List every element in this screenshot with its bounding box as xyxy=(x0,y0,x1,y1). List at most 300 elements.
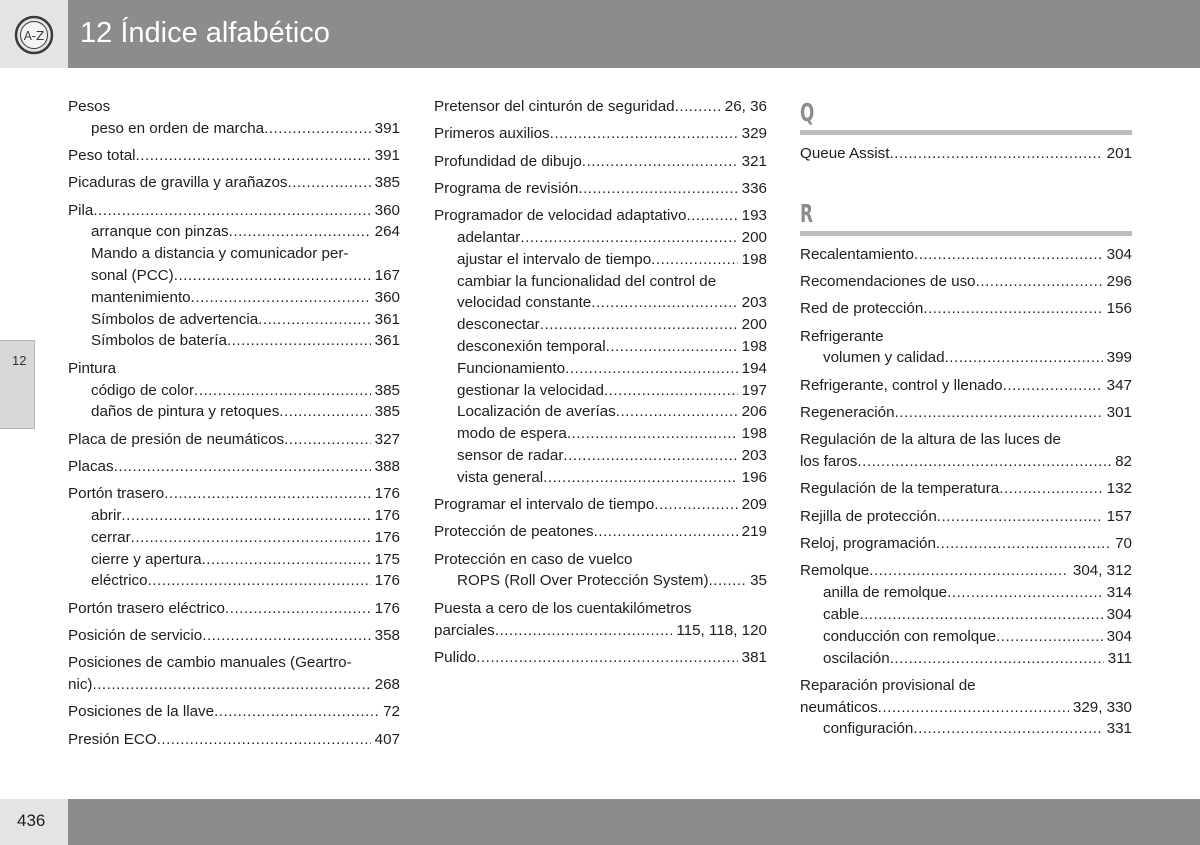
dot-leader xyxy=(202,625,370,647)
index-term: vista general xyxy=(457,468,544,486)
index-subentry[interactable] xyxy=(800,648,1132,670)
index-subentry[interactable] xyxy=(800,718,1132,740)
page-reference[interactable]: 167 xyxy=(374,267,400,285)
index-entry xyxy=(68,172,400,194)
page-reference[interactable]: 327 xyxy=(374,430,400,448)
index-term: Profundidad de dibujo xyxy=(434,152,582,170)
dot-leader xyxy=(157,729,371,751)
index-term: Queue Assist xyxy=(800,145,890,162)
dot-leader xyxy=(686,205,737,227)
page-reference[interactable]: 361 xyxy=(374,310,400,328)
page-reference[interactable]: 321 xyxy=(741,152,767,170)
page-reference[interactable]: 336 xyxy=(741,179,767,197)
page-reference[interactable]: 304 xyxy=(1106,605,1132,623)
dot-leader xyxy=(937,506,1103,528)
page-reference[interactable]: 203 xyxy=(741,446,767,464)
index-term: modo de espera xyxy=(457,425,567,443)
index-term: cerrar xyxy=(91,528,131,546)
dot-leader xyxy=(543,467,738,489)
index-term: Picaduras de gravilla y arañazos xyxy=(68,174,288,192)
index-term: Regeneración xyxy=(800,404,895,422)
index-term-line[interactable] xyxy=(68,456,400,478)
index-term: configuración xyxy=(823,720,914,738)
index-term: ajustar el intervalo de tiempo xyxy=(457,250,652,268)
index-term: Placas xyxy=(68,457,114,475)
dot-leader xyxy=(174,265,371,287)
index-term: Protección de peatones xyxy=(434,523,594,541)
index-entry xyxy=(800,271,1132,293)
page-reference[interactable]: 209 xyxy=(741,496,767,514)
index-subentry[interactable] xyxy=(800,626,1132,648)
page-reference[interactable]: 391 xyxy=(374,119,400,137)
index-term: Programa de revisión xyxy=(434,179,579,197)
dot-leader xyxy=(709,570,747,592)
dot-leader xyxy=(857,451,1111,473)
page-reference[interactable]: 311 xyxy=(1107,649,1132,667)
dot-leader xyxy=(550,123,738,145)
index-term: eléctrico xyxy=(91,572,148,590)
page-reference[interactable]: 203 xyxy=(741,294,767,312)
index-term-line[interactable] xyxy=(800,271,1132,293)
index-entry xyxy=(800,244,1132,266)
dot-leader xyxy=(148,570,371,592)
index-entry xyxy=(68,729,400,751)
index-entry xyxy=(68,598,400,620)
index-term-line[interactable] xyxy=(68,701,400,723)
dot-leader xyxy=(859,604,1102,626)
index-term: parciales xyxy=(434,621,495,639)
index-term: Pulido xyxy=(434,648,477,666)
index-subentry[interactable] xyxy=(68,118,400,140)
index-term: Símbolos de batería xyxy=(91,332,227,350)
dot-leader xyxy=(945,347,1103,369)
page-reference[interactable]: 385 xyxy=(374,381,400,399)
section-entries xyxy=(800,244,1132,740)
letter-section xyxy=(800,96,1132,165)
dot-leader xyxy=(604,380,738,402)
page-reference[interactable]: 196 xyxy=(741,468,767,486)
page-reference[interactable]: 304 xyxy=(1106,627,1132,645)
index-entry xyxy=(800,506,1132,528)
index-subentry[interactable] xyxy=(68,570,400,592)
index-term: Programar el intervalo de tiempo xyxy=(434,496,655,514)
index-entry xyxy=(434,151,767,173)
index-subentry[interactable] xyxy=(434,467,767,489)
page-reference[interactable]: 381 xyxy=(741,648,767,666)
index-term: sonal (PCC) xyxy=(91,267,174,285)
page-reference[interactable]: 200 xyxy=(741,228,767,246)
index-entry xyxy=(434,123,767,145)
index-subentry[interactable] xyxy=(434,292,767,314)
index-term: Mando a distancia y comunicador per- xyxy=(91,245,349,263)
index-term-line[interactable] xyxy=(434,178,767,200)
page-reference[interactable]: 329 xyxy=(741,125,767,143)
index-subentry[interactable] xyxy=(68,330,400,352)
index-term-line xyxy=(800,429,1132,451)
index-term-line[interactable] xyxy=(800,560,1132,582)
dot-leader xyxy=(229,221,371,243)
index-subentry[interactable] xyxy=(800,347,1132,369)
index-entry xyxy=(434,178,767,200)
index-term: Recomendaciones de uso xyxy=(800,273,976,291)
index-term: Rejilla de protección xyxy=(800,507,937,525)
page-reference[interactable]: 388 xyxy=(374,457,400,475)
index-entry xyxy=(68,96,400,140)
dot-leader xyxy=(131,527,371,549)
index-term-line xyxy=(68,652,400,674)
page-reference[interactable]: 200 xyxy=(741,316,767,334)
index-subentry[interactable] xyxy=(68,401,400,423)
index-entry xyxy=(68,358,400,423)
dot-leader xyxy=(92,674,370,696)
index-term-line[interactable] xyxy=(800,244,1132,266)
index-term-line[interactable] xyxy=(434,494,767,516)
index-subentry[interactable] xyxy=(800,604,1132,626)
index-term: conducción con remolque xyxy=(823,627,997,645)
index-subentry[interactable] xyxy=(68,380,400,402)
index-entry xyxy=(434,494,767,516)
page-reference[interactable]: 157 xyxy=(1106,507,1132,525)
dot-leader xyxy=(996,626,1103,648)
page-reference[interactable]: 198 xyxy=(741,337,767,355)
index-entry xyxy=(800,375,1132,397)
page-reference[interactable]: 304 xyxy=(1106,245,1132,263)
az-icon-box xyxy=(0,0,68,68)
dot-leader xyxy=(878,697,1069,719)
page-reference[interactable]: 175 xyxy=(374,550,400,568)
index-subentry[interactable] xyxy=(68,527,400,549)
index-subentry[interactable] xyxy=(434,380,767,402)
page-reference[interactable]: 198 xyxy=(741,250,767,268)
index-term-line xyxy=(434,549,767,571)
dot-leader xyxy=(923,298,1102,320)
index-term-line[interactable] xyxy=(68,729,400,751)
index-term-line[interactable] xyxy=(68,145,400,167)
page-number-box xyxy=(0,799,68,845)
page-reference[interactable]: 385 xyxy=(374,174,400,192)
index-term: volumen y calidad xyxy=(823,349,945,367)
index-term-line[interactable] xyxy=(800,506,1132,528)
section-letter-heading: Q xyxy=(800,98,815,127)
index-subentry xyxy=(68,243,400,265)
page-reference[interactable]: 176 xyxy=(374,485,400,503)
index-term: ROPS (Roll Over Protección System) xyxy=(457,572,709,590)
page-reference[interactable]: 115, 118, 120 xyxy=(676,621,767,639)
page-reference[interactable]: 193 xyxy=(741,207,767,225)
index-term: sensor de radar xyxy=(457,446,564,464)
page-reference[interactable]: 329, 330 xyxy=(1072,698,1132,716)
page-reference[interactable]: 361 xyxy=(374,332,400,350)
index-term: Localización de averías xyxy=(457,403,616,421)
index-entry xyxy=(68,483,400,592)
page-reference[interactable]: 391 xyxy=(374,147,400,165)
index-term: Posición de servicio xyxy=(68,627,203,645)
index-term: neumáticos xyxy=(800,698,878,716)
index-subentry[interactable] xyxy=(434,358,767,380)
index-term-line[interactable] xyxy=(68,598,400,620)
index-term: velocidad constante xyxy=(457,294,592,312)
page-reference[interactable]: 26, 36 xyxy=(724,98,767,115)
dot-leader xyxy=(890,143,1103,165)
index-entry xyxy=(68,200,400,353)
chapter-tab[interactable] xyxy=(0,340,35,429)
index-term: Reloj, programación xyxy=(800,535,936,553)
page-reference[interactable]: 201 xyxy=(1106,145,1132,162)
index-term-line[interactable] xyxy=(434,205,767,227)
index-term-line[interactable] xyxy=(800,402,1132,424)
index-entry xyxy=(434,521,767,543)
index-subentry[interactable] xyxy=(68,287,400,309)
section-divider xyxy=(800,130,1132,135)
dot-leader xyxy=(136,145,371,167)
index-term: oscilación xyxy=(823,649,890,667)
dot-leader xyxy=(540,314,738,336)
index-term: Portón trasero xyxy=(68,485,165,503)
index-term-line[interactable] xyxy=(800,697,1132,719)
index-term: Reparación provisional de xyxy=(800,676,976,694)
index-entry xyxy=(800,429,1132,473)
index-entry xyxy=(434,96,767,118)
section-letter-heading: R xyxy=(800,198,813,228)
index-term-line[interactable] xyxy=(800,533,1132,555)
index-term: peso en orden de marcha xyxy=(91,119,265,137)
index-subentry[interactable] xyxy=(434,570,767,592)
index-term: gestionar la velocidad xyxy=(457,381,604,399)
index-term: nic) xyxy=(68,676,93,694)
page-reference[interactable]: 197 xyxy=(741,381,767,399)
index-subentry[interactable] xyxy=(434,227,767,249)
page-reference[interactable]: 360 xyxy=(374,201,400,219)
index-term: los faros xyxy=(800,453,858,471)
index-term-line[interactable] xyxy=(68,172,400,194)
page-reference[interactable]: 347 xyxy=(1106,376,1132,394)
index-term: abrir xyxy=(91,507,122,525)
dot-leader xyxy=(202,549,371,571)
index-term-line xyxy=(800,675,1132,697)
index-term: Primeros auxilios xyxy=(434,125,550,143)
index-term-line[interactable] xyxy=(68,200,400,222)
page-reference[interactable]: 385 xyxy=(374,403,400,421)
dot-leader xyxy=(869,560,1069,582)
index-subentry[interactable] xyxy=(434,314,767,336)
dot-leader xyxy=(194,380,371,402)
index-term: daños de pintura y retoques xyxy=(91,403,280,421)
index-subentry xyxy=(434,271,767,293)
dot-leader xyxy=(284,429,371,451)
index-subentry[interactable] xyxy=(68,549,400,571)
dot-leader xyxy=(495,620,673,642)
index-term: cambiar la funcionalidad del control de xyxy=(457,272,717,290)
page-reference[interactable]: 206 xyxy=(741,403,767,421)
index-term-line[interactable] xyxy=(434,123,767,145)
index-subentry[interactable] xyxy=(434,423,767,445)
index-entry xyxy=(68,625,400,647)
dot-leader xyxy=(563,445,737,467)
index-term-line[interactable] xyxy=(434,620,767,642)
index-term-line[interactable] xyxy=(434,96,767,118)
dot-leader xyxy=(654,494,737,516)
page-reference[interactable]: 268 xyxy=(374,676,400,694)
index-term: Red de protección xyxy=(800,300,924,318)
index-subentry[interactable] xyxy=(68,265,400,287)
page-reference[interactable]: 82 xyxy=(1115,453,1132,471)
index-term: Refrigerante, control y llenado xyxy=(800,376,1003,394)
index-entry xyxy=(800,143,1132,165)
dot-leader xyxy=(121,505,370,527)
index-term-line[interactable] xyxy=(68,674,400,696)
index-term: mantenimiento xyxy=(91,288,191,306)
index-term: Peso total xyxy=(68,147,136,165)
index-term: anilla de remolque xyxy=(823,584,948,602)
index-entry xyxy=(434,598,767,642)
index-term: Pila xyxy=(68,201,94,219)
page-reference[interactable]: 156 xyxy=(1106,300,1132,318)
page-number: 436 xyxy=(17,811,46,830)
dot-leader xyxy=(476,647,737,669)
dot-leader xyxy=(947,582,1103,604)
dot-leader xyxy=(999,478,1102,500)
page-reference[interactable]: 301 xyxy=(1106,404,1132,422)
dot-leader xyxy=(675,96,721,118)
index-term: cable xyxy=(823,605,860,623)
index-entry xyxy=(68,652,400,696)
dot-leader xyxy=(936,533,1111,555)
dot-leader xyxy=(164,483,370,505)
index-entry xyxy=(800,478,1132,500)
chapter-tab-label: 12 xyxy=(12,353,27,368)
letter-section xyxy=(800,197,1132,740)
index-term: Remolque xyxy=(800,562,870,580)
page-reference[interactable]: 331 xyxy=(1106,720,1132,738)
footer-bar xyxy=(0,799,1200,845)
page-reference[interactable]: 194 xyxy=(741,359,767,377)
index-term-line xyxy=(800,326,1132,348)
dot-leader xyxy=(258,309,370,331)
index-term: Portón trasero eléctrico xyxy=(68,599,226,617)
page-reference[interactable]: 407 xyxy=(374,730,400,748)
index-term-line[interactable] xyxy=(68,625,400,647)
index-term-line[interactable] xyxy=(800,143,1132,165)
index-subentry[interactable] xyxy=(68,309,400,331)
index-term-line[interactable] xyxy=(800,478,1132,500)
index-term: Regulación de la altura de las luces de xyxy=(800,431,1061,449)
index-subentry[interactable] xyxy=(434,401,767,423)
page-reference[interactable]: 70 xyxy=(1115,535,1132,553)
index-term-line xyxy=(68,358,400,380)
index-term: desconexión temporal xyxy=(457,337,606,355)
page-reference[interactable]: 198 xyxy=(741,425,767,443)
index-subentry[interactable] xyxy=(68,221,400,243)
page-reference[interactable]: 296 xyxy=(1106,273,1132,291)
index-entry xyxy=(800,326,1132,370)
page-reference[interactable]: 314 xyxy=(1106,584,1132,602)
dot-leader xyxy=(895,402,1103,424)
index-entry xyxy=(800,402,1132,424)
az-index-icon xyxy=(13,14,55,56)
index-entry xyxy=(434,549,767,593)
page-reference[interactable]: 176 xyxy=(374,528,400,546)
dot-leader xyxy=(279,401,370,423)
dot-leader xyxy=(227,330,371,352)
index-term-line[interactable] xyxy=(68,429,400,451)
index-term-line[interactable] xyxy=(800,451,1132,473)
index-term: arranque con pinzas xyxy=(91,223,229,241)
page-reference[interactable]: 358 xyxy=(374,627,400,645)
dot-leader xyxy=(214,701,379,723)
index-entry xyxy=(434,205,767,488)
index-term: adelantar xyxy=(457,228,521,246)
index-subentry[interactable] xyxy=(434,249,767,271)
index-term: Posiciones de cambio manuales (Geartro- xyxy=(68,654,352,672)
page-reference[interactable]: 176 xyxy=(374,599,400,617)
index-term: Pretensor del cinturón de seguridad xyxy=(434,98,675,115)
index-term: Presión ECO xyxy=(68,730,157,748)
index-subentry[interactable] xyxy=(800,582,1132,604)
index-term-line[interactable] xyxy=(800,298,1132,320)
page-reference[interactable]: 35 xyxy=(750,572,767,590)
section-divider xyxy=(800,231,1132,236)
index-column-1 xyxy=(68,96,400,756)
dot-leader xyxy=(914,244,1103,266)
dot-leader xyxy=(616,401,738,423)
index-term: desconectar xyxy=(457,316,540,334)
index-term: Programador de velocidad adaptativo xyxy=(434,207,687,225)
page-reference[interactable]: 304, 312 xyxy=(1072,562,1132,580)
page-reference[interactable]: 176 xyxy=(374,507,400,525)
page-reference[interactable]: 72 xyxy=(383,703,400,721)
dot-leader xyxy=(114,456,371,478)
index-subentry[interactable] xyxy=(68,505,400,527)
page-reference[interactable]: 399 xyxy=(1106,349,1132,367)
page-reference[interactable]: 219 xyxy=(741,523,767,541)
index-entry xyxy=(434,647,767,669)
header-bar xyxy=(0,0,1200,68)
index-term-line[interactable] xyxy=(434,647,767,669)
dot-leader xyxy=(264,118,371,140)
index-term-line xyxy=(434,598,767,620)
index-term: Protección en caso de vuelco xyxy=(434,550,633,568)
index-term-line[interactable] xyxy=(68,483,400,505)
dot-leader xyxy=(606,336,738,358)
dot-leader xyxy=(594,521,738,543)
index-subentry[interactable] xyxy=(434,336,767,358)
index-entry xyxy=(800,298,1132,320)
index-entry xyxy=(68,701,400,723)
index-term: Puesta a cero de los cuentakilómetros xyxy=(434,599,692,617)
dot-leader xyxy=(225,598,371,620)
dot-leader xyxy=(567,423,738,445)
dot-leader xyxy=(582,151,738,173)
index-term: Placa de presión de neumáticos xyxy=(68,430,285,448)
index-term: cierre y apertura xyxy=(91,550,202,568)
dot-leader xyxy=(520,227,737,249)
index-entry xyxy=(68,429,400,451)
index-term-line[interactable] xyxy=(434,521,767,543)
index-subentry[interactable] xyxy=(434,445,767,467)
index-entry xyxy=(800,560,1132,669)
index-term: Símbolos de advertencia xyxy=(91,310,259,328)
page-title: 12 Índice alfabético xyxy=(80,17,330,49)
page-reference[interactable]: 132 xyxy=(1106,480,1132,498)
index-term: código de color xyxy=(91,381,195,399)
page-reference[interactable]: 264 xyxy=(374,223,400,241)
dot-leader xyxy=(913,718,1102,740)
dot-leader xyxy=(591,292,737,314)
index-term-line[interactable] xyxy=(434,151,767,173)
page-reference[interactable]: 176 xyxy=(374,572,400,590)
page-reference[interactable]: 360 xyxy=(374,288,400,306)
index-term-line[interactable] xyxy=(800,375,1132,397)
